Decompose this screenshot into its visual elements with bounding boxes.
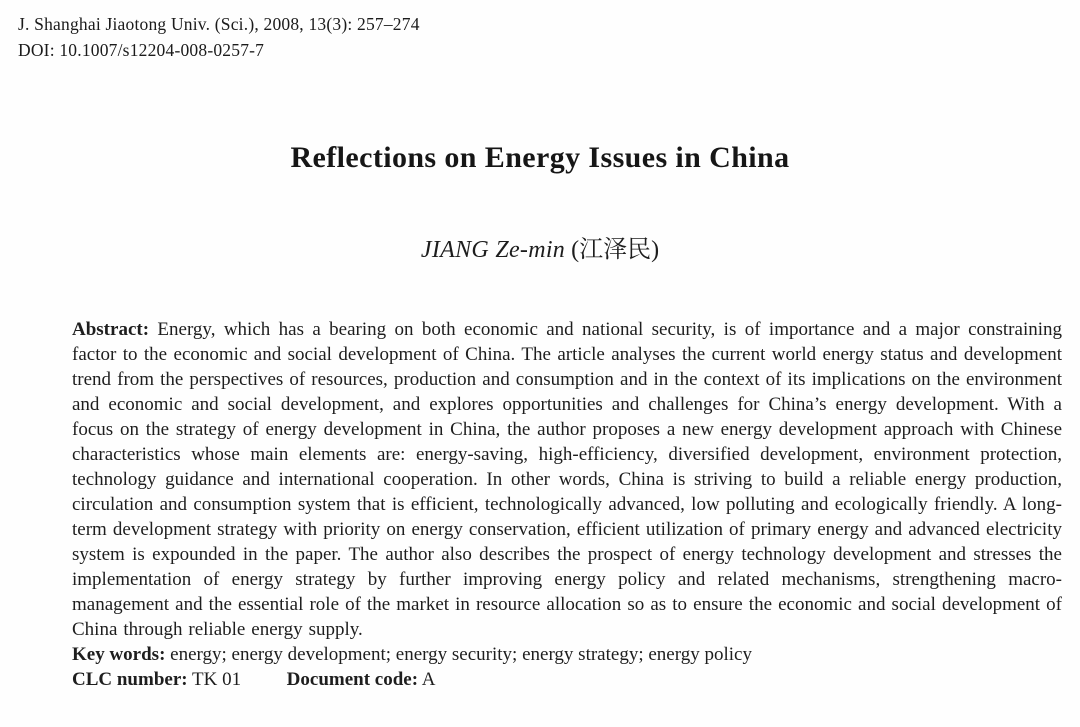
abstract-label: Abstract:: [72, 319, 150, 340]
doi-line: DOI: 10.1007/s12204-008-0257-7: [18, 40, 265, 60]
author-name-chinese: (江泽民): [571, 237, 660, 263]
document-code-value: A: [418, 669, 436, 690]
abstract-text: Energy, which has a bearing on both economic and national security, is of importance and a major constraining factor to the economic and social development of China. The article analyses the current world energy status and development trend from the perspectives of resources, production and consumption and in the context of its implications on the environment and economic and social development, and explores opportunities and challenges for China’s energy development. With a focus on the strategy of energy development in China, the author proposes a new energy development approach with Chinese characteristics whose main elements are: energy-saving, high-efficiency, diversified development, environment protection, technology guidance and international cooperation. In other words, China is striving to build a reliable energy production, circulation and consumption system that is efficient, technologically advanced, low polluting and ecologically friendly. A long-term development strategy with priority on energy conservation, efficient utilization of primary energy and advanced electricity system is expounded in the paper. The author also describes the prospect of energy technology development and stresses the implementation of energy strategy by further improving energy policy and related mechanisms, strengthening macro-management and the essential role of the market in resource allocation so as to ensure the economic and social development of China through reliable energy supply.: [72, 319, 1062, 640]
keywords-text: energy; energy development; energy security; energy strategy; energy policy: [165, 644, 752, 665]
document-code-label: Document code:: [286, 669, 419, 690]
journal-citation: J. Shanghai Jiaotong Univ. (Sci.), 2008, 13(3): 257–274: [18, 14, 420, 34]
clc-number-label: CLC number:: [72, 669, 188, 690]
author-line: [0, 229, 1080, 264]
paper-title: Reflections on Energy Issues in China: [290, 141, 790, 174]
author-name-latin: JIANG Ze-min: [420, 237, 566, 263]
abstract-block: [72, 317, 1062, 692]
abstract-paragraph: [72, 317, 1062, 642]
clc-number-value: TK 01: [187, 669, 242, 690]
journal-header: [18, 11, 420, 63]
keywords-line: [72, 642, 1062, 667]
clc-line: [72, 667, 1062, 692]
keywords-label: Key words:: [72, 644, 166, 665]
